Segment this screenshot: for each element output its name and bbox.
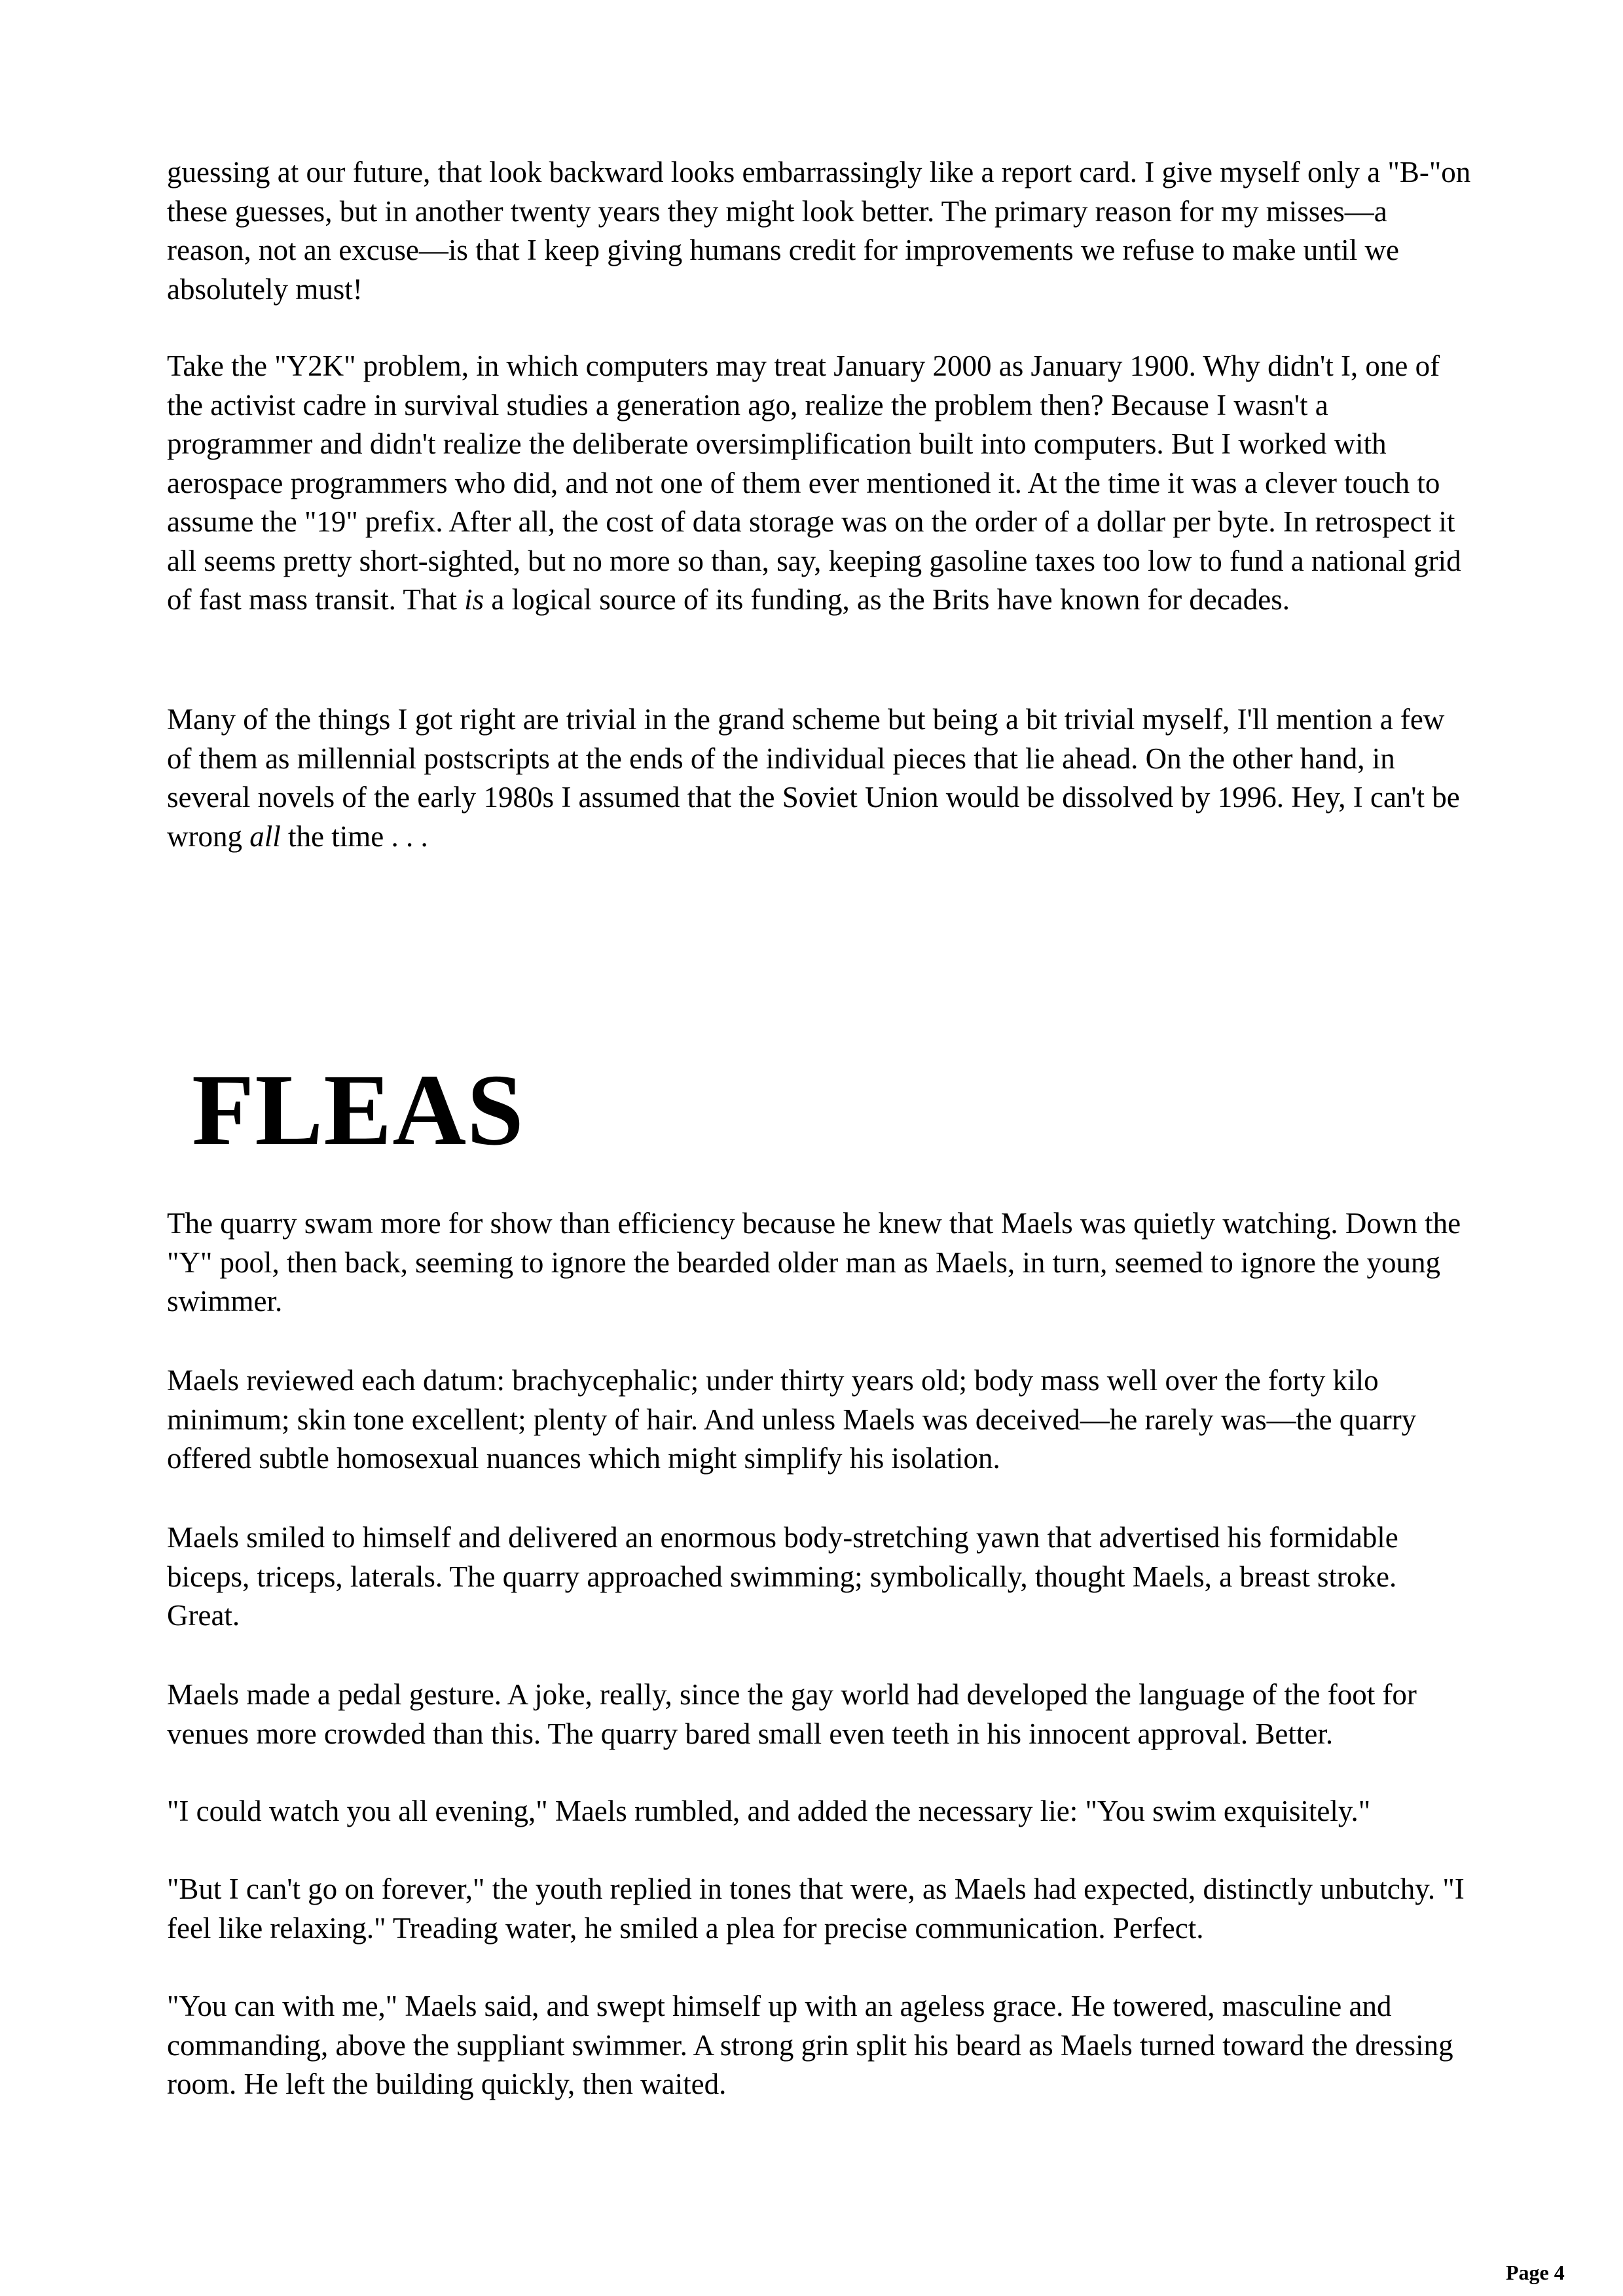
story-paragraph-7-text: "You can with me," Maels said, and swept himself up with an ageless grace. He towered, masculine and commanding, above the suppliant swimmer. A strong grin split his beard as Maels turned toward the dressing room. He left the building quickly, then waited.: [167, 1990, 1453, 2100]
intro-paragraph-3-part-1: Many of the things I got right are trivial in the grand scheme but being a bit trivial myself, I'll mention a few of them as millennial postscripts at the ends of the individual pieces that lie ahead. On the other hand, in several novels of the early 1980s I assumed that the Soviet Union would be dissolved by 1996. Hey, I can't be wrong: [167, 703, 1460, 853]
story-paragraph-5: [167, 1792, 1476, 1831]
intro-paragraph-2-part-2: a logical source of its funding, as the Brits have known for decades.: [484, 583, 1290, 616]
intro-paragraph-3: [167, 700, 1476, 856]
intro-paragraph-1-text: guessing at our future, that look backward looks embarrassingly like a report card. I give myself only a "B-"on these guesses, but in another twenty years they might look better. The primary reason for my misses—a reason, not an excuse—is that I keep giving humans credit for improvements we refuse to make until we absolutely must!: [167, 156, 1471, 306]
intro-paragraph-2-emphasis: is: [464, 583, 484, 616]
story-title: FLEAS: [192, 1053, 524, 1166]
intro-paragraph-2-text: [167, 347, 1476, 620]
intro-paragraph-2: [167, 347, 1476, 620]
story-paragraph-6: [167, 1870, 1476, 1948]
intro-paragraph-3-text: [167, 700, 1476, 856]
story-paragraph-3: [167, 1518, 1476, 1636]
story-paragraph-2: [167, 1361, 1476, 1479]
page-number: Page 4: [1506, 2261, 1565, 2284]
story-paragraph-4: [167, 1676, 1476, 1753]
story-paragraph-1-text: The quarry swam more for show than efficiency because he knew that Maels was quietly watching. Down the "Y" pool, then back, seeming to ignore the bearded older man as Maels, in turn, seemed to ignore the young swimmer.: [167, 1207, 1461, 1318]
story-paragraph-3-text: Maels smiled to himself and delivered an enormous body-stretching yawn that advertised his formidable biceps, triceps, laterals. The quarry approached swimming; symbolically, thought Maels, a breast stroke. Great.: [167, 1521, 1398, 1632]
intro-paragraph-2-part-1: Take the "Y2K" problem, in which computers may treat January 2000 as January 1900. Why didn't I, one of the activist cadre in survival studies a generation ago, realize the problem then? Because I wasn't a programmer and didn't realize the deliberate oversimplification built into computers. But I worked with aerospace programmers who did, and not one of them ever mentioned it. At the time it was a clever touch to assume the "19" prefix. After all, the cost of data storage was on the order of a dollar per byte. In retrospect it all seems pretty short-sighted, but no more so than, say, keeping gasoline taxes too low to fund a national grid of fast mass transit. That: [167, 350, 1461, 616]
intro-paragraph-1: [167, 153, 1476, 309]
story-paragraph-4-text: Maels made a pedal gesture. A joke, really, since the gay world had developed the language of the foot for venues more crowded than this. The quarry bared small even teeth in his innocent approval. Better.: [167, 1678, 1417, 1750]
story-paragraph-7: [167, 1987, 1476, 2104]
story-paragraph-6-text: "But I can't go on forever," the youth replied in tones that were, as Maels had expected, distinctly unbutchy. "I feel like relaxing." Treading water, he smiled a plea for precise communication. Perfect.: [167, 1873, 1465, 1945]
intro-paragraph-3-part-2: the time . . .: [280, 819, 428, 853]
story-paragraph-5-text: "I could watch you all evening," Maels rumbled, and added the necessary lie: "You swim exquisitely.": [167, 1795, 1371, 1827]
intro-paragraph-3-emphasis: all: [249, 819, 281, 853]
story-paragraph-2-text: Maels reviewed each datum: brachycephalic; under thirty years old; body mass well over the forty kilo minimum; skin tone excellent; plenty of hair. And unless Maels was deceived—he rarely was—the quarry offered subtle homosexual nuances which might simplify his isolation.: [167, 1364, 1417, 1475]
story-paragraph-1: [167, 1204, 1476, 1321]
